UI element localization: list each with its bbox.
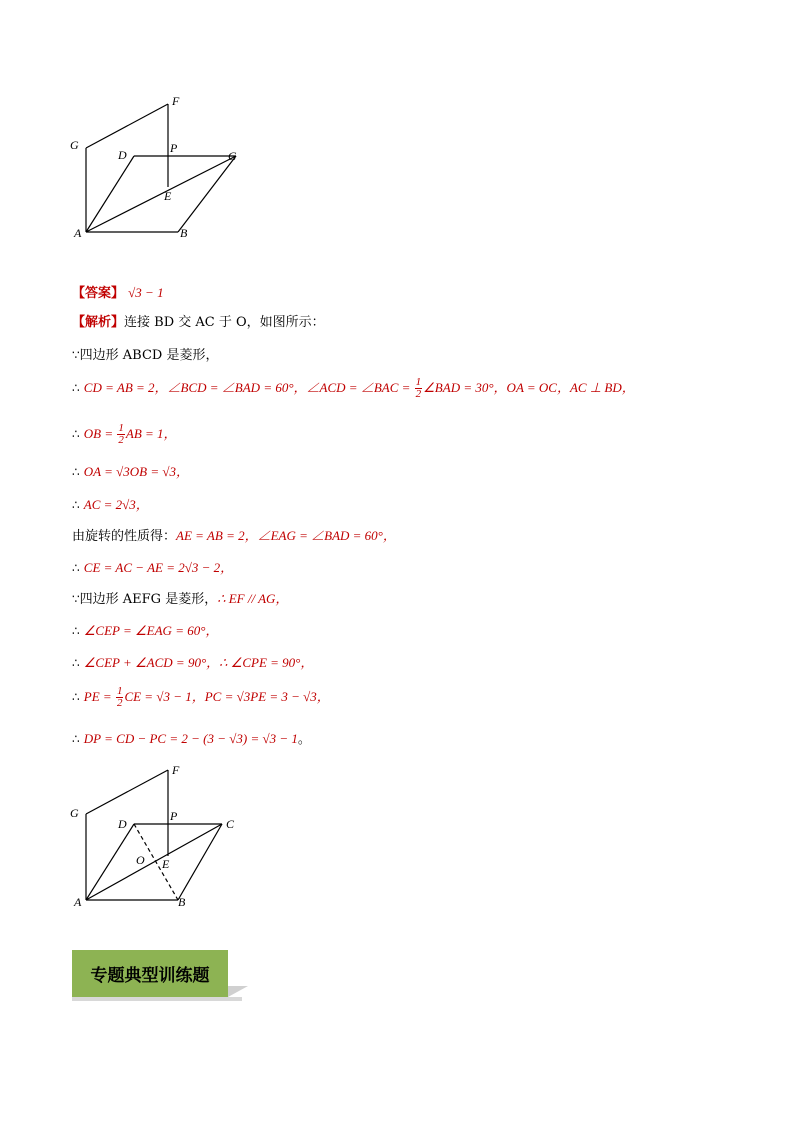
step-symbol: ∴ xyxy=(72,732,80,746)
label-p: P xyxy=(170,809,178,823)
step-line xyxy=(72,346,218,365)
answer-value: √3 − 1 xyxy=(128,285,164,300)
answer-tag: 【答案】 xyxy=(72,286,125,301)
banner-shadow-corner xyxy=(228,986,248,997)
step-symbol: ∴ xyxy=(72,381,80,395)
banner-shadow xyxy=(72,997,242,1001)
fraction-denominator: 2 xyxy=(415,388,422,400)
label-c: C xyxy=(226,817,235,831)
step-text: OA = √3OB = √3， xyxy=(83,464,190,479)
label-g: G xyxy=(70,806,79,820)
step-text: AC = 2√3， xyxy=(83,497,149,512)
step-line xyxy=(72,622,218,641)
step-line xyxy=(72,527,396,546)
fraction xyxy=(117,423,125,446)
step-text: PE = xyxy=(83,689,115,704)
fraction-numerator: 1 xyxy=(415,376,422,388)
label-a: A xyxy=(74,895,82,909)
section-banner xyxy=(72,950,228,997)
label-c: C xyxy=(228,149,237,163)
label-a: A xyxy=(74,226,82,240)
step-prefix: 四边形 AEFG 是菱形， xyxy=(79,592,218,607)
step-symbol: ∵ xyxy=(72,348,80,362)
step-symbol: ∴ xyxy=(72,465,80,479)
analysis-intro: 连接 BD 交 AC 于 O，如图所示： xyxy=(124,315,325,330)
step-text: CE = AC − AE = 2√3 − 2， xyxy=(83,560,234,575)
step-line xyxy=(72,654,313,673)
fraction-numerator: 1 xyxy=(118,422,124,434)
figure-2-svg xyxy=(60,760,260,910)
label-g: G xyxy=(70,138,79,152)
label-e: E xyxy=(164,189,172,203)
step-symbol: ∴ xyxy=(72,690,80,704)
step-symbol: ∴ xyxy=(72,498,80,512)
step-text: DP = CD − PC = 2 − (3 − √3) = √3 − 1 xyxy=(83,731,298,746)
step-symbol: ∴ xyxy=(72,624,80,638)
step-symbol: ∵ xyxy=(72,592,80,606)
fraction-denominator: 2 xyxy=(118,434,124,446)
step-line xyxy=(72,686,330,709)
step-line xyxy=(72,730,311,749)
step-symbol: ∴ xyxy=(72,561,80,575)
step-line xyxy=(72,590,288,609)
step-line xyxy=(72,496,149,515)
answer-line xyxy=(72,284,164,303)
fraction-numerator: 1 xyxy=(116,685,123,697)
fraction xyxy=(116,686,124,709)
step-line xyxy=(72,559,233,578)
step-text: ∠CEP = ∠EAG = 60°， xyxy=(83,623,219,638)
label-f: F xyxy=(172,763,180,777)
label-b: B xyxy=(178,895,186,909)
analysis-intro-line xyxy=(72,314,325,332)
step-prefix: 由旋转的性质得： xyxy=(72,529,177,544)
step-text: CD = AB = 2，∠BCD = ∠BAD = 60°，∠ACD = ∠BAC = xyxy=(83,380,414,395)
label-p: P xyxy=(170,141,178,155)
step-text: ∠BAD = 30°，OA = OC，AC ⊥ BD， xyxy=(423,380,635,395)
step-text: CE = √3 − 1，PC = √3PE = 3 − √3， xyxy=(124,689,330,704)
section-banner-title: 专题典型训练题 xyxy=(90,966,210,986)
figure-1-svg xyxy=(60,92,260,242)
step-text: AB = 1， xyxy=(125,426,177,441)
fraction xyxy=(415,377,423,400)
label-f: F xyxy=(172,94,180,108)
step-line xyxy=(72,463,189,482)
label-e: E xyxy=(162,857,170,871)
step-text: OB = xyxy=(83,426,117,441)
step-text: ∴ EF // AG， xyxy=(217,591,289,606)
figure-2 xyxy=(60,760,260,910)
step-symbol: ∴ xyxy=(72,656,80,670)
step-end-mark: 。 xyxy=(297,732,311,747)
label-d: D xyxy=(118,817,127,831)
figure-1 xyxy=(60,92,260,242)
label-o: O xyxy=(136,853,145,867)
step-symbol: ∴ xyxy=(72,427,80,441)
step-text: 四边形 ABCD 是菱形， xyxy=(79,348,219,363)
label-b: B xyxy=(180,226,188,240)
label-d: D xyxy=(118,148,127,162)
fraction-denominator: 2 xyxy=(116,697,123,709)
step-text: ∠CEP + ∠ACD = 90°，∴ ∠CPE = 90°， xyxy=(83,655,314,670)
step-line xyxy=(72,377,635,400)
analysis-tag: 【解析】 xyxy=(72,315,125,330)
step-text: AE = AB = 2，∠EAG = ∠BAD = 60°， xyxy=(176,528,396,543)
step-line xyxy=(72,423,177,446)
